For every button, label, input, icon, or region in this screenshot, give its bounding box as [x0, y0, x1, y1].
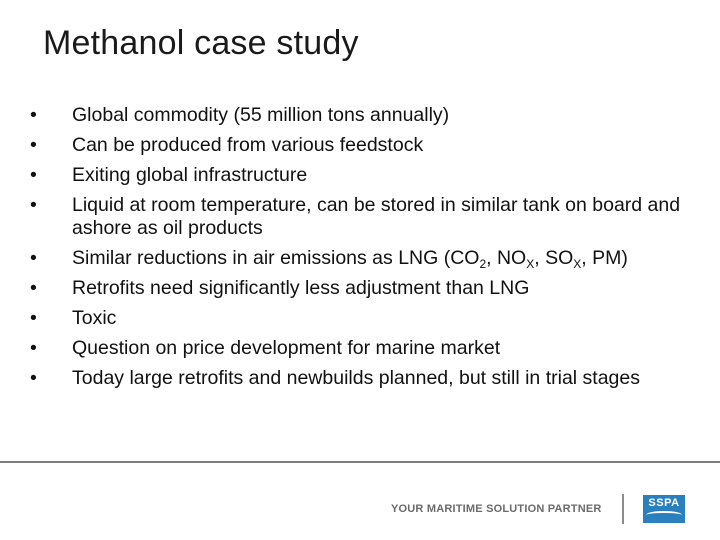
slide-title: Methanol case study [43, 24, 359, 62]
footer-vertical-divider [622, 494, 624, 524]
sspa-logo [643, 495, 685, 523]
bullet-text: Toxic [72, 307, 117, 329]
bullet-text-mid: , SO [534, 247, 574, 269]
bullet-text: Today large retrofits and newbuilds planned, but still in trial stages [72, 367, 640, 389]
bullet-item [30, 194, 690, 240]
bullet-text-pre: Similar reductions in air emissions as LNG (CO [72, 247, 480, 269]
bullet-text: Can be produced from various feedstock [72, 134, 424, 156]
bullet-icon: • [30, 164, 37, 186]
bullet-icon: • [30, 134, 37, 156]
bullet-icon: • [30, 307, 37, 329]
bullet-text: Global commodity (55 million tons annually) [72, 104, 450, 126]
subscript: X [526, 257, 535, 271]
bullet-text-post: , PM) [581, 247, 628, 269]
bullet-item [30, 104, 690, 127]
subscript: 2 [479, 257, 487, 271]
bullet-icon: • [30, 247, 37, 269]
bullet-text: Question on price development for marine market [72, 337, 501, 359]
subscript: X [573, 257, 582, 271]
bullet-list [30, 104, 690, 397]
bullet-icon: • [30, 194, 37, 216]
bullet-icon: • [30, 367, 37, 389]
bullet-item [30, 367, 690, 390]
logo-text: SSPA [648, 497, 680, 509]
bullet-item [30, 134, 690, 157]
bullet-item-emissions [30, 247, 690, 270]
footer-divider-line [0, 461, 720, 463]
bullet-item [30, 307, 690, 330]
wave-icon [646, 511, 682, 519]
bullet-icon: • [30, 277, 37, 299]
bullet-item [30, 164, 690, 187]
bullet-icon: • [30, 337, 37, 359]
bullet-text: Liquid at room temperature, can be stored in similar tank on board and ashore as oil products [72, 194, 681, 239]
bullet-icon: • [30, 104, 37, 126]
footer-tagline: YOUR MARITIME SOLUTION PARTNER [391, 503, 602, 515]
bullet-text: Exiting global infrastructure [72, 164, 308, 186]
bullet-text: Retrofits need significantly less adjustment than LNG [72, 277, 530, 299]
bullet-text-mid: , NO [486, 247, 527, 269]
bullet-item [30, 337, 690, 360]
bullet-item [30, 277, 690, 300]
